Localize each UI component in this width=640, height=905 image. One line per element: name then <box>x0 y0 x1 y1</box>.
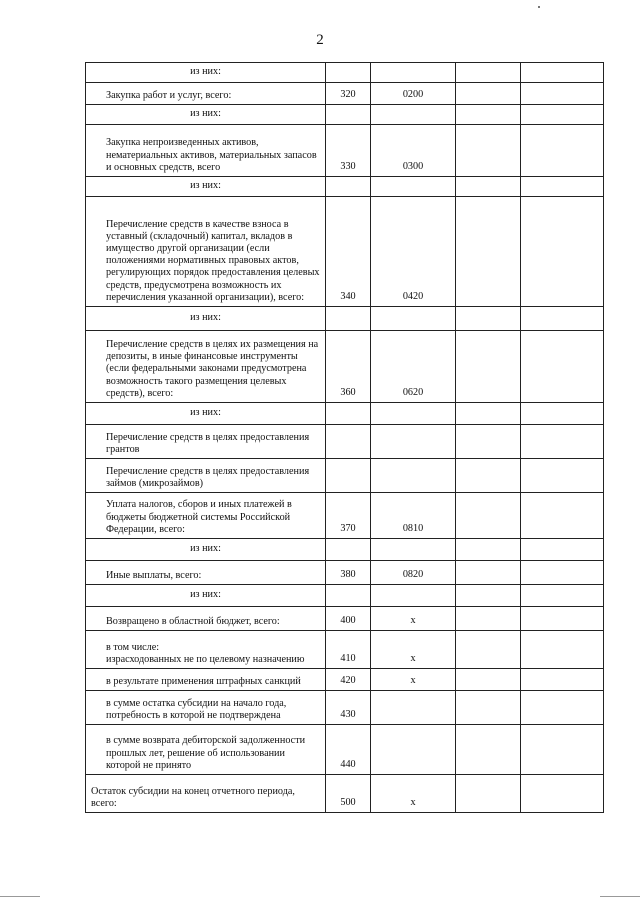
line-code-cell: 370 <box>326 493 371 539</box>
table-row <box>86 125 604 177</box>
line-code-cell: 320 <box>326 83 371 105</box>
table-row <box>86 561 604 585</box>
description-cell: Перечисление средств в целях предоставления займов (микрозаймов) <box>86 459 326 493</box>
line-code-cell <box>326 459 371 493</box>
description-cell: Закупка работ и услуг, всего: <box>86 83 326 105</box>
subheading-cell: из них: <box>86 63 326 83</box>
description-cell: в сумме остатка субсидии на начало года, потребность в которой не подтверждена <box>86 691 326 725</box>
footer-rule-right <box>600 896 640 897</box>
amount-cell-2 <box>521 197 604 307</box>
line-code-cell: 430 <box>326 691 371 725</box>
table-row <box>86 631 604 669</box>
line-code-cell <box>326 539 371 561</box>
kosgu-code-cell <box>371 403 456 425</box>
amount-cell-2 <box>521 307 604 331</box>
amount-cell-2 <box>521 403 604 425</box>
amount-cell-2 <box>521 631 604 669</box>
description-cell: Возвращено в областной бюджет, всего: <box>86 607 326 631</box>
amount-cell-1 <box>456 725 521 775</box>
kosgu-code-cell <box>371 63 456 83</box>
amount-cell-1 <box>456 125 521 177</box>
kosgu-code-cell <box>371 105 456 125</box>
amount-cell-2 <box>521 493 604 539</box>
kosgu-code-cell <box>371 307 456 331</box>
line-code-cell: 420 <box>326 669 371 691</box>
table-row <box>86 425 604 459</box>
amount-cell-1 <box>456 63 521 83</box>
kosgu-code-cell <box>371 177 456 197</box>
amount-cell-1 <box>456 539 521 561</box>
amount-cell-2 <box>521 63 604 83</box>
description-cell: Перечисление средств в качестве взноса в уставный (складочный) капитал, вкладов в имущество другой организации (если положениями нормативных правовых актов, регулирующих порядок предоставления целевых средств, предусмотрена возможность их перечисления указанной организации), всего: <box>86 197 326 307</box>
amount-cell-1 <box>456 631 521 669</box>
line-code-cell: 380 <box>326 561 371 585</box>
line-code-cell <box>326 307 371 331</box>
table-row <box>86 459 604 493</box>
line-code-cell: 360 <box>326 331 371 403</box>
amount-cell-2 <box>521 177 604 197</box>
amount-cell-1 <box>456 585 521 607</box>
table-row <box>86 607 604 631</box>
subheading-cell: из них: <box>86 539 326 561</box>
description-cell: в результате применения штрафных санкций <box>86 669 326 691</box>
amount-cell-1 <box>456 459 521 493</box>
page-number: 2 <box>316 32 324 48</box>
line-code-cell <box>326 585 371 607</box>
amount-cell-1 <box>456 403 521 425</box>
kosgu-code-cell <box>371 725 456 775</box>
kosgu-code-cell <box>371 539 456 561</box>
amount-cell-1 <box>456 493 521 539</box>
amount-cell-1 <box>456 561 521 585</box>
kosgu-code-cell: x <box>371 669 456 691</box>
description-cell: в том числе: израсходованных не по целевому назначению <box>86 631 326 669</box>
table-row <box>86 105 604 125</box>
amount-cell-2 <box>521 561 604 585</box>
scan-speck <box>538 6 540 8</box>
table-row <box>86 83 604 105</box>
amount-cell-2 <box>521 83 604 105</box>
amount-cell-2 <box>521 607 604 631</box>
table-row <box>86 197 604 307</box>
amount-cell-1 <box>456 425 521 459</box>
report-table-body <box>86 63 604 813</box>
subheading-cell: из них: <box>86 403 326 425</box>
report-table <box>85 62 604 813</box>
line-code-cell: 340 <box>326 197 371 307</box>
table-row <box>86 725 604 775</box>
table-row <box>86 307 604 331</box>
amount-cell-1 <box>456 105 521 125</box>
amount-cell-1 <box>456 307 521 331</box>
kosgu-code-cell: 0200 <box>371 83 456 105</box>
amount-cell-1 <box>456 775 521 813</box>
amount-cell-2 <box>521 775 604 813</box>
table-row <box>86 63 604 83</box>
kosgu-code-cell <box>371 585 456 607</box>
kosgu-code-cell: x <box>371 631 456 669</box>
amount-cell-1 <box>456 607 521 631</box>
line-code-cell: 410 <box>326 631 371 669</box>
kosgu-code-cell: 0810 <box>371 493 456 539</box>
amount-cell-2 <box>521 331 604 403</box>
table-row <box>86 539 604 561</box>
line-code-cell <box>326 425 371 459</box>
kosgu-code-cell <box>371 691 456 725</box>
description-cell: Уплата налогов, сборов и иных платежей в бюджеты бюджетной системы Российской Федерации, всего: <box>86 493 326 539</box>
amount-cell-2 <box>521 125 604 177</box>
kosgu-code-cell: 0820 <box>371 561 456 585</box>
table-row <box>86 775 604 813</box>
kosgu-code-cell: x <box>371 775 456 813</box>
amount-cell-2 <box>521 725 604 775</box>
amount-cell-2 <box>521 691 604 725</box>
amount-cell-1 <box>456 691 521 725</box>
subheading-cell: из них: <box>86 585 326 607</box>
table-row <box>86 691 604 725</box>
line-code-cell: 500 <box>326 775 371 813</box>
amount-cell-2 <box>521 585 604 607</box>
amount-cell-1 <box>456 669 521 691</box>
report-table-container <box>85 62 603 813</box>
description-cell: Иные выплаты, всего: <box>86 561 326 585</box>
table-row <box>86 403 604 425</box>
line-code-cell: 440 <box>326 725 371 775</box>
line-code-cell <box>326 105 371 125</box>
amount-cell-1 <box>456 177 521 197</box>
description-cell: Перечисление средств в целях их размещения на депозиты, в иные финансовые инструменты (если федеральными законами предусмотрена возможность такого размещения целевых средств), всего: <box>86 331 326 403</box>
line-code-cell <box>326 403 371 425</box>
kosgu-code-cell <box>371 425 456 459</box>
amount-cell-1 <box>456 331 521 403</box>
description-cell: Закупка непроизведенных активов, нематериальных активов, материальных запасов и основных средств, всего <box>86 125 326 177</box>
table-row <box>86 585 604 607</box>
line-code-cell: 400 <box>326 607 371 631</box>
amount-cell-2 <box>521 105 604 125</box>
footer-rule-left <box>0 896 40 897</box>
table-row <box>86 493 604 539</box>
amount-cell-2 <box>521 459 604 493</box>
line-code-cell <box>326 63 371 83</box>
line-code-cell <box>326 177 371 197</box>
description-cell: Перечисление средств в целях предоставления грантов <box>86 425 326 459</box>
subheading-cell: из них: <box>86 177 326 197</box>
subheading-cell: из них: <box>86 307 326 331</box>
amount-cell-1 <box>456 197 521 307</box>
kosgu-code-cell: 0420 <box>371 197 456 307</box>
description-cell: в сумме возврата дебиторской задолженности прошлых лет, решение об использовании которой не принято <box>86 725 326 775</box>
amount-cell-2 <box>521 539 604 561</box>
kosgu-code-cell: 0620 <box>371 331 456 403</box>
description-cell: Остаток субсидии на конец отчетного периода, всего: <box>86 775 326 813</box>
subheading-cell: из них: <box>86 105 326 125</box>
table-row <box>86 331 604 403</box>
amount-cell-2 <box>521 425 604 459</box>
amount-cell-1 <box>456 83 521 105</box>
kosgu-code-cell <box>371 459 456 493</box>
amount-cell-2 <box>521 669 604 691</box>
kosgu-code-cell: 0300 <box>371 125 456 177</box>
table-row <box>86 177 604 197</box>
line-code-cell: 330 <box>326 125 371 177</box>
kosgu-code-cell: x <box>371 607 456 631</box>
table-row <box>86 669 604 691</box>
